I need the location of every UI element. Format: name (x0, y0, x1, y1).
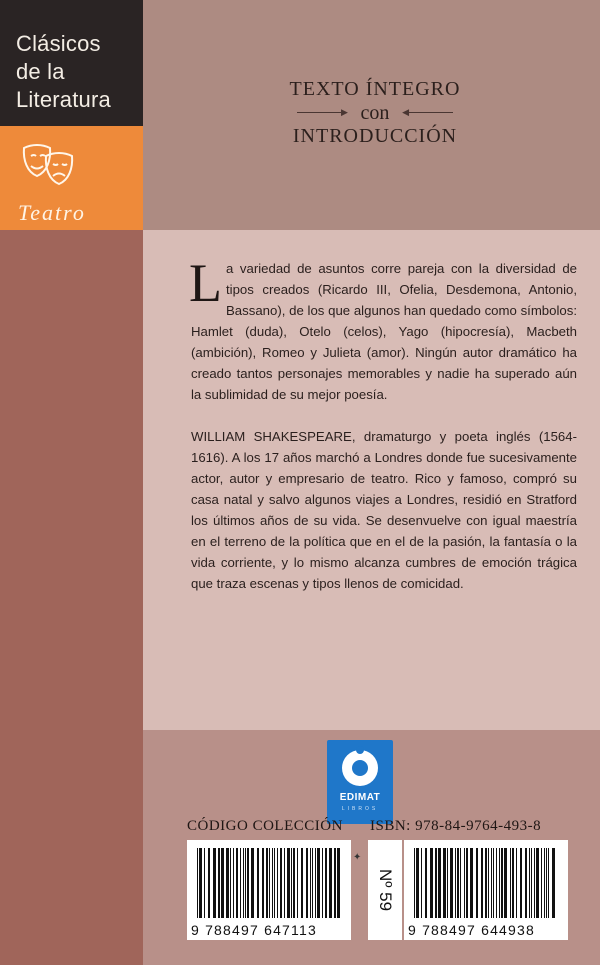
barcode-bar (510, 848, 511, 918)
barcode-bar (476, 848, 478, 918)
barcode-bar (516, 848, 517, 918)
collection-barcode-digits: 9 788497 647113 (191, 922, 317, 938)
barcode-bar (230, 848, 231, 918)
blurb-paragraph-1-text: a variedad de asuntos corre pareja con la diversidad de tipos creados (Ricardo III, Ofelia, Desdemona, Antonio, Bassano), de los que algunos han quedado como símbolos: Hamlet (duda), Otelo (celos), Yago (hipocresía), Macbeth (ambición), Romeo y Julieta (amor). Ningún autor dramático ha creado tantos personajes memorables y nadie ha superado aún la sublimidad de su mejor poesía. (191, 261, 577, 402)
emblem-connector: con (360, 102, 390, 124)
barcode-bar (310, 848, 311, 918)
barcode-bar (529, 848, 530, 918)
barcode-bar (315, 848, 316, 918)
barcode-bar (291, 848, 292, 918)
drop-cap: L (189, 253, 222, 313)
isbn-barcode-bars (412, 848, 560, 918)
barcode-bar (221, 848, 224, 918)
barcode-bar (199, 848, 202, 918)
publisher-name: EDIMAT (339, 792, 381, 803)
volume-number: Nº 59 (376, 868, 395, 912)
barcode-bar (493, 848, 494, 918)
barcode-bar (337, 848, 340, 918)
barcode-bar (552, 848, 555, 918)
series-header (0, 0, 143, 126)
isbn-label: ISBN: 978-84-9764-493-8 (370, 818, 542, 834)
series-title-line-3: Literatura (16, 87, 111, 112)
barcode-bar (233, 848, 234, 918)
barcode-bar (269, 848, 270, 918)
barcode-bar (421, 848, 422, 918)
barcode-bar (213, 848, 216, 918)
barcode-bar (317, 848, 320, 918)
barcode-bar (226, 848, 229, 918)
barcode-bar (531, 848, 532, 918)
isbn-barcode-digits: 9 788497 644938 (408, 922, 535, 938)
barcode-bar (257, 848, 259, 918)
barcode-bar (460, 848, 461, 918)
barcode-bar (312, 848, 313, 918)
genre-block (0, 126, 143, 230)
barcode-bar (491, 848, 492, 918)
barcode-bar (496, 848, 497, 918)
barcode-bar (447, 848, 448, 918)
star-icon: ✦ (353, 852, 362, 863)
series-title-line-2: de la (16, 59, 65, 84)
barcode-bar (325, 848, 327, 918)
barcode-bar (218, 848, 220, 918)
barcode-bar (262, 848, 264, 918)
barcode-bar (466, 848, 468, 918)
arrow-right-icon: ▶ (341, 107, 348, 117)
emblem-line-3: INTRODUCCIÓN (292, 125, 458, 147)
blurb-paragraph-1 (189, 253, 577, 405)
arrow-left-icon: ◀ (402, 107, 409, 117)
edition-emblem (285, 78, 465, 148)
barcode-bar (481, 848, 483, 918)
barcode-bar (306, 848, 308, 918)
barcode-bar (548, 848, 549, 918)
barcode-bar (425, 848, 427, 918)
collection-code-label: CÓDIGO COLECCIÓN (187, 818, 343, 834)
barcode-bar (512, 848, 514, 918)
emblem-rule-left (297, 112, 341, 113)
collection-barcode (187, 840, 351, 940)
blurb-panel (143, 230, 600, 730)
barcode-bar (520, 848, 522, 918)
barcode-bar (499, 848, 500, 918)
series-title (16, 30, 111, 114)
barcode-bar (438, 848, 441, 918)
barcode-bar (284, 848, 285, 918)
barcode-bar (297, 848, 298, 918)
barcode-bar (272, 848, 273, 918)
barcode-bar (470, 848, 473, 918)
barcode-bar (546, 848, 547, 918)
barcode-bar (504, 848, 507, 918)
barcode-bar (329, 848, 332, 918)
barcode-bar (501, 848, 503, 918)
barcode-bar (251, 848, 254, 918)
barcode-bar (457, 848, 459, 918)
barcode-bar (243, 848, 244, 918)
emblem-line-2 (285, 101, 465, 125)
blurb-paragraph-2: WILLIAM SHAKESPEARE, dramaturgo y poeta inglés (1564-1616). A los 17 años marchó a Londres donde fue sucesivamente actor, autor y empresario de teatro. Rico y famoso, compró su casa natal y salvo algunos viajes a Londres, residió en Stratford los últimos años de su vida. Se desenvuelve con igual maestría en el terreno de la política que en el de la pasión, la fantasía o la vida corriente, y lo mismo alcanza cumbres de emoción trágica que traza escenas y tipos llenos de comicidad. (191, 429, 577, 591)
barcode-bar (536, 848, 539, 918)
publisher-sub: LIBROS (341, 806, 379, 812)
barcode-bar (534, 848, 535, 918)
publisher-logo (327, 740, 393, 824)
barcode-bar (443, 848, 446, 918)
barcode-bar (541, 848, 542, 918)
barcode-bar (322, 848, 323, 918)
barcode-bar (208, 848, 210, 918)
barcode-bar (266, 848, 268, 918)
barcode-bar (416, 848, 419, 918)
theatre-masks-icon (20, 142, 76, 190)
barcode-bar (455, 848, 456, 918)
barcode-bar (525, 848, 527, 918)
emblem-line-1: TEXTO ÍNTEGRO (289, 78, 461, 100)
barcode-bar (301, 848, 303, 918)
barcode-bar (274, 848, 275, 918)
barcode-bar (197, 848, 198, 918)
barcode-bar (485, 848, 487, 918)
barcode-bar (204, 848, 205, 918)
barcode-bar (544, 848, 545, 918)
barcode-bar (488, 848, 489, 918)
barcode-bar (245, 848, 246, 918)
barcode-bar (435, 848, 437, 918)
emblem-rule-right (409, 112, 453, 113)
volume-number-box (368, 840, 402, 940)
barcode-bar (450, 848, 453, 918)
blurb-text (189, 253, 577, 615)
barcode-bar (414, 848, 415, 918)
barcode-bar (247, 848, 249, 918)
collection-barcode-bars (195, 848, 343, 918)
barcode-bar (287, 848, 290, 918)
genre-label: Teatro (18, 200, 86, 225)
series-title-line-1: Clásicos (16, 31, 101, 56)
isbn-barcode (404, 840, 568, 940)
logo-dot-icon (356, 746, 364, 754)
barcode-bar (236, 848, 238, 918)
barcode-bar (240, 848, 241, 918)
barcode-bar (464, 848, 465, 918)
barcode-bar (293, 848, 295, 918)
barcode-bar (334, 848, 336, 918)
barcode-bar (277, 848, 278, 918)
barcode-bar (280, 848, 282, 918)
logo-ring-icon (342, 750, 378, 786)
barcode-bar (430, 848, 433, 918)
